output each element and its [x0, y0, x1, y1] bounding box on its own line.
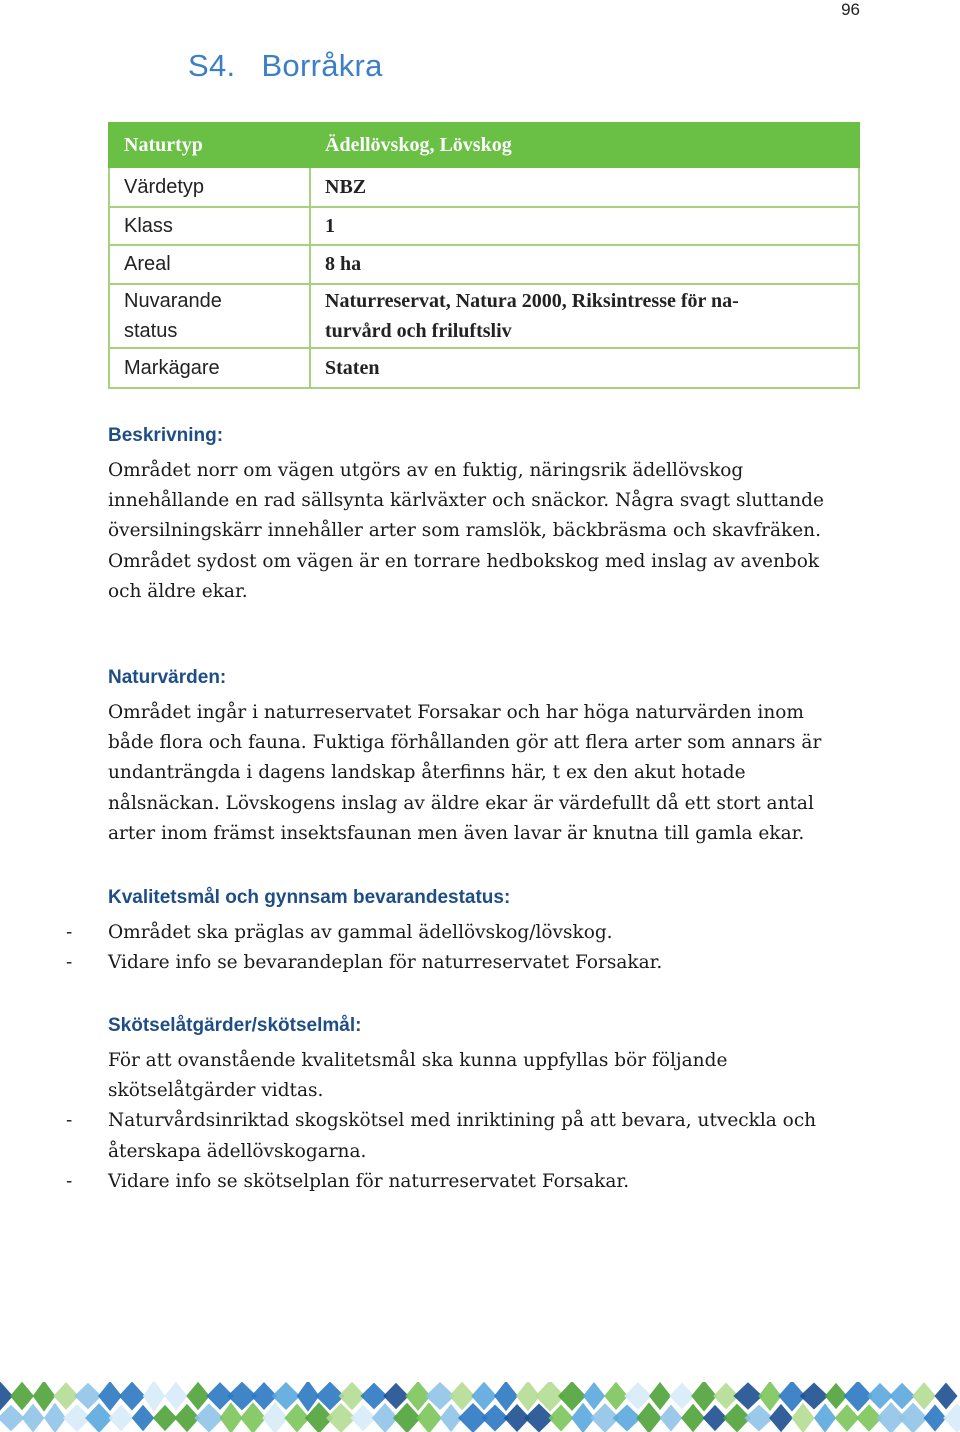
list-item	[66, 918, 853, 948]
dash-bullet: -	[66, 1170, 73, 1192]
dash-bullet: -	[66, 952, 73, 974]
footer-diamond	[153, 1405, 177, 1431]
section-skotsel	[66, 1014, 853, 1197]
info-value-status-line1: Naturreservat, Natura 2000, Riksintresse för na-	[325, 290, 739, 312]
footer-pattern	[0, 1382, 960, 1432]
footer-diamond	[758, 1382, 781, 1411]
info-label-areal: Areal	[109, 245, 310, 284]
footer-diamond	[649, 1382, 671, 1410]
info-row	[109, 207, 859, 245]
info-value-vardetyp: NBZ	[310, 167, 859, 207]
list-item-text: Naturvårdsinriktad skogskötsel med inriktining på att bevara, utveckla och återskapa ädellövskogarna.	[108, 1110, 817, 1162]
info-value-markagare: Staten	[310, 348, 859, 388]
list-skotsel	[66, 1106, 853, 1197]
info-value-klass: 1	[310, 207, 859, 245]
list-item	[66, 948, 853, 978]
info-row	[109, 284, 859, 348]
footer-diamond	[583, 1382, 605, 1410]
info-label-markagare: Markägare	[109, 348, 310, 388]
list-item-text: Vidare info se bevarandeplan för naturreservatet Forsakar.	[108, 952, 663, 974]
info-table	[108, 122, 860, 389]
info-label-status-line2: status	[124, 320, 178, 342]
heading-naturvarden: Naturvärden:	[108, 667, 227, 688]
info-header-row	[109, 123, 859, 167]
footer-diamond	[934, 1383, 957, 1410]
footer-diamond	[660, 1405, 683, 1432]
info-label-status	[109, 284, 310, 348]
info-label-status-line1: Nuvarande	[124, 290, 222, 312]
list-kvalitetsmal	[66, 918, 853, 978]
list-item-text: Området ska präglas av gammal ädellövskog/lövskog.	[108, 922, 613, 943]
footer-diamond	[132, 1405, 155, 1431]
info-row	[109, 245, 859, 284]
page-title	[188, 48, 383, 84]
footer-diamond	[143, 1382, 165, 1412]
info-label-vardetyp: Värdetyp	[109, 167, 310, 207]
section-naturvarden	[108, 666, 853, 849]
info-row	[109, 348, 859, 388]
info-value-areal: 8 ha	[310, 245, 859, 284]
section-name: Borråkra	[261, 48, 383, 83]
info-value-status-line2: turvård och friluftsliv	[325, 320, 512, 342]
dash-bullet: -	[66, 922, 73, 943]
list-item-text: Vidare info se skötselplan för naturreservatet Forsakar.	[108, 1170, 630, 1192]
list-item	[66, 1167, 853, 1197]
info-label-naturtyp: Naturtyp	[109, 123, 310, 167]
section-beskrivning	[108, 424, 853, 607]
footer-diamond	[494, 1382, 518, 1411]
info-row	[109, 167, 859, 207]
text-beskrivning: Området norr om vägen utgörs av en fuktig, näringsrik ädellövskog innehållande en rad sällsynta kärlväxter och snäckor. Några svagt sluttande översilningskärr innehåller arter som ramslök, bäckbräsma och skavfräken. Området sydost om vägen är en torrare hedbokskog med inslag av avenbok och äldre ekar.	[108, 460, 824, 602]
heading-kvalitetsmal: Kvalitetsmål och gynnsam bevarandestatus:	[108, 887, 511, 908]
section-number: S4.	[188, 48, 236, 83]
info-value-status	[310, 284, 859, 348]
footer-diamond	[119, 1382, 145, 1410]
info-value-naturtyp: Ädellövskog, Lövskog	[310, 123, 859, 167]
info-label-klass: Klass	[109, 207, 310, 245]
footer-diamond	[44, 1403, 66, 1432]
footer-diamond	[669, 1383, 695, 1410]
text-naturvarden: Området ingår i naturreservatet Forsakar och har höga naturvärden inom både flora och fauna. Fuktiga förhållanden gör att flera arter som annars är undanträngda i dagens landskap återfinns här, t ex den akut hotade nålsnäckan. Lövskogens inslag av äldre ekar är värdefullt då ett stort antal arter inom främst insektsfaunan men även lavar är knutna till gamla ekar.	[108, 702, 822, 844]
footer-diamond	[109, 1405, 134, 1431]
footer-diamond	[924, 1404, 947, 1431]
dash-bullet: -	[66, 1110, 73, 1132]
footer-diamond	[186, 1382, 210, 1410]
footer-diamond	[10, 1382, 34, 1410]
text-skotsel-intro: För att ovanstående kvalitetsmål ska kunna uppfyllas bör följande skötselåtgärder vidtas.	[108, 1050, 728, 1102]
footer-diamond	[165, 1382, 188, 1410]
heading-skotsel: Skötselåtgärder/skötselmål:	[108, 1015, 362, 1036]
heading-beskrivning: Beskrivning:	[108, 425, 224, 446]
page-number: 96	[841, 0, 860, 19]
footer-diamond	[22, 1404, 45, 1432]
section-kvalitetsmal	[66, 886, 853, 978]
footer-diamond	[814, 1403, 836, 1432]
list-item	[66, 1106, 853, 1166]
